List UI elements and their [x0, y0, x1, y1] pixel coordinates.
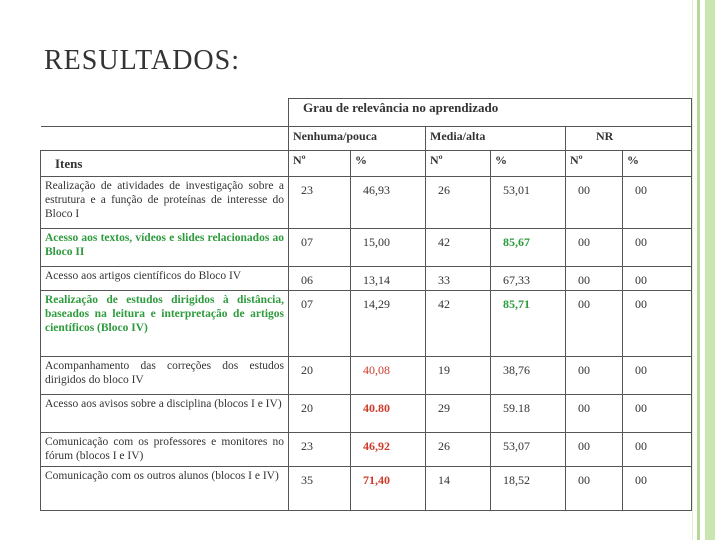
cell-value: 42 [426, 229, 491, 267]
cell-value: 53,01 [491, 177, 566, 229]
cell-value: 00 [566, 291, 623, 357]
cell-value: 26 [426, 433, 491, 467]
cell-value: 46,92 [351, 433, 426, 467]
cell-value: 00 [566, 433, 623, 467]
row-item: Acesso aos artigos científicos do Bloco IV [41, 267, 289, 291]
cell-value: 53,07 [491, 433, 566, 467]
cell-value: 00 [623, 433, 692, 467]
empty-corner [41, 99, 289, 127]
table-row [41, 395, 692, 433]
cell-value: 23 [289, 177, 351, 229]
table-row [41, 357, 692, 395]
group-header: Grau de relevância no aprendizado [289, 99, 692, 127]
cell-value: 46,93 [351, 177, 426, 229]
cell-value: 00 [623, 177, 692, 229]
items-header: Itens [41, 151, 289, 177]
cell-value: 00 [623, 467, 692, 511]
row-item: Realização de estudos dirigidos à distância, baseados na leitura e interpretação de artigos científicos (Bloco IV) [41, 291, 289, 357]
cell-value: 06 [289, 267, 351, 291]
cell-value: 19 [426, 357, 491, 395]
col-label: Nº [566, 151, 623, 177]
cell-value: 42 [426, 291, 491, 357]
decorative-bar [697, 0, 700, 540]
row-item: Acompanhamento das correções dos estudos dirigidos do bloco IV [41, 357, 289, 395]
row-item: Acesso aos avisos sobre a disciplina (blocos I e IV) [41, 395, 289, 433]
cell-value: 20 [289, 357, 351, 395]
cell-value: 00 [623, 291, 692, 357]
cell-value: 07 [289, 229, 351, 267]
table-row [41, 177, 692, 229]
col-label: Nº [426, 151, 491, 177]
cell-value: 59.18 [491, 395, 566, 433]
cell-value: 00 [566, 229, 623, 267]
slide-title: RESULTADOS: [44, 44, 240, 76]
cell-value: 23 [289, 433, 351, 467]
cell-value: 00 [566, 395, 623, 433]
cell-value: 40,08 [351, 357, 426, 395]
category-header-high: Media/alta [426, 127, 566, 151]
cell-value: 85,71 [491, 291, 566, 357]
cell-value: 38,76 [491, 357, 566, 395]
col-label: % [623, 151, 692, 177]
empty-corner-2 [41, 127, 289, 151]
row-item: Comunicação com os outros alunos (blocos I e IV) [41, 467, 289, 511]
cell-value: 00 [566, 357, 623, 395]
cell-value: 20 [289, 395, 351, 433]
cell-value: 14,29 [351, 291, 426, 357]
cell-value: 71,40 [351, 467, 426, 511]
cell-value: 00 [623, 267, 692, 291]
cell-value: 00 [566, 177, 623, 229]
row-item: Acesso aos textos, vídeos e slides relacionados ao Bloco II [41, 229, 289, 267]
col-label: Nº [289, 151, 351, 177]
cell-value: 26 [426, 177, 491, 229]
decorative-line [692, 0, 693, 540]
row-item: Comunicação com os professores e monitores no fórum (blocos I e IV) [41, 433, 289, 467]
cell-value: 14 [426, 467, 491, 511]
table-row [41, 433, 692, 467]
cell-value: 13,14 [351, 267, 426, 291]
category-header-nr: NR [566, 127, 692, 151]
cell-value: 00 [566, 267, 623, 291]
cell-value: 07 [289, 291, 351, 357]
cell-value: 00 [623, 357, 692, 395]
cell-value: 33 [426, 267, 491, 291]
cell-value: 00 [566, 467, 623, 511]
col-label: % [491, 151, 566, 177]
cell-value: 00 [623, 229, 692, 267]
cell-value: 67,33 [491, 267, 566, 291]
cell-value: 18,52 [491, 467, 566, 511]
col-label: % [351, 151, 426, 177]
cell-value: 85,67 [491, 229, 566, 267]
cell-value: 40.80 [351, 395, 426, 433]
cell-value: 00 [623, 395, 692, 433]
row-item: Realização de atividades de investigação sobre a estrutura e a função de proteínas de interesse do Bloco I [41, 177, 289, 229]
table-row [41, 229, 692, 267]
table-row [41, 467, 692, 511]
cell-value: 35 [289, 467, 351, 511]
table-row [41, 267, 692, 291]
results-table [40, 98, 692, 511]
category-header-none: Nenhuma/pouca [289, 127, 426, 151]
cell-value: 29 [426, 395, 491, 433]
cell-value: 15,00 [351, 229, 426, 267]
decorative-bar-wide [705, 0, 715, 540]
table-row [41, 291, 692, 357]
